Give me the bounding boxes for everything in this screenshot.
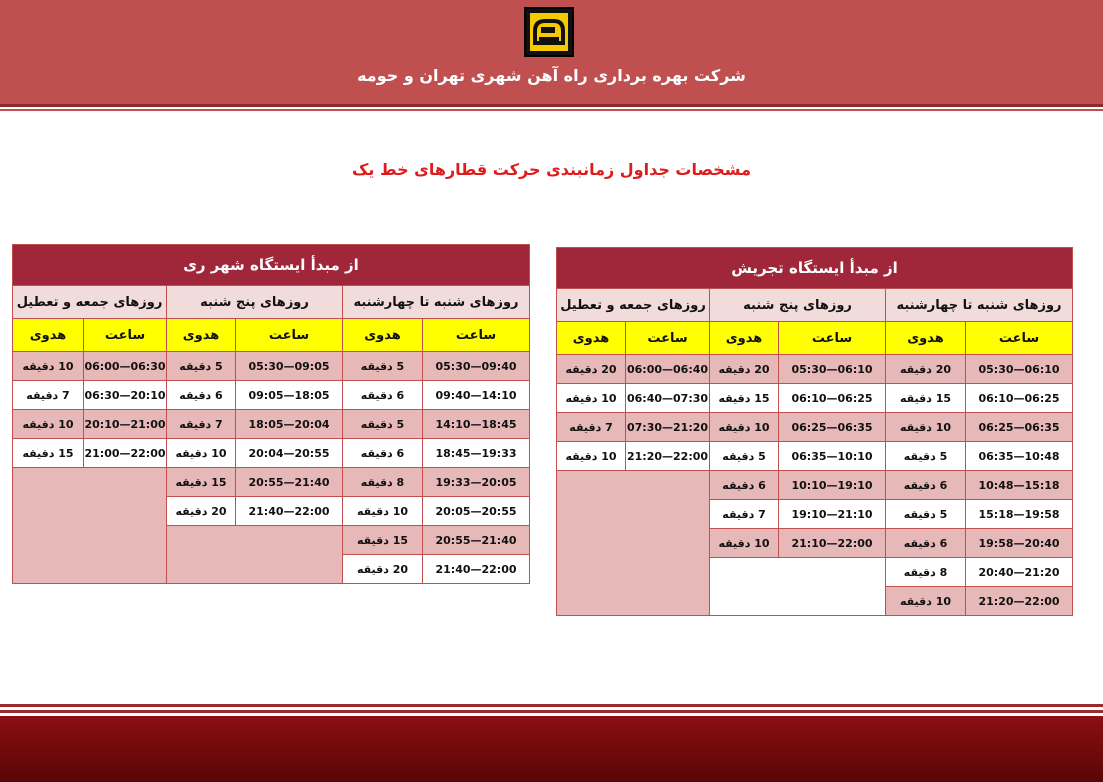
time-cell <box>423 555 530 584</box>
col-time: ساعت <box>966 322 1073 355</box>
headway-cell: 20 دقیقه <box>557 355 626 384</box>
time-cell <box>626 355 710 384</box>
col-headway: هدوی <box>343 319 423 352</box>
time-range: 19:58—20:40 <box>978 536 1060 550</box>
headway-cell: 6 دقیقه <box>343 381 423 410</box>
time-cell <box>423 352 530 381</box>
headway-cell: 15 دقیقه <box>710 384 779 413</box>
headway-cell: 15 دقیقه <box>13 439 84 468</box>
headway-cell: 8 دقیقه <box>886 558 966 587</box>
col-headway: هدوی <box>557 322 626 355</box>
headway-cell: 15 دقیقه <box>886 384 966 413</box>
time-cell <box>236 352 343 381</box>
time-cell <box>236 381 343 410</box>
time-cell <box>626 413 710 442</box>
col-time: ساعت <box>779 322 886 355</box>
time-range: 06:00—06:40 <box>627 362 709 376</box>
time-range: 06:30—20:10 <box>84 388 166 402</box>
time-cell <box>236 497 343 526</box>
time-cell <box>779 500 886 529</box>
headway-cell: 20 دقیقه <box>167 497 236 526</box>
time-range: 06:10—06:25 <box>978 391 1060 405</box>
origin-title: از مبدأ ایستگاه شهر ری <box>13 245 530 286</box>
footer-line <box>0 704 1103 707</box>
group-friday: روزهای جمعه و تعطیل <box>557 289 710 322</box>
time-cell <box>236 468 343 497</box>
time-cell <box>966 558 1073 587</box>
time-cell <box>236 410 343 439</box>
time-range: 19:33—20:05 <box>435 475 517 489</box>
col-time: ساعت <box>84 319 167 352</box>
table-row <box>13 381 530 410</box>
time-cell <box>779 471 886 500</box>
table-row <box>13 468 530 497</box>
col-headway: هدوی <box>167 319 236 352</box>
time-range: 05:30—06:10 <box>791 362 873 376</box>
time-range: 20:04—20:55 <box>248 446 330 460</box>
headway-cell: 5 دقیقه <box>886 442 966 471</box>
empty-cell <box>13 468 167 584</box>
headway-cell: 10 دقیقه <box>886 587 966 616</box>
headway-cell: 7 دقیقه <box>710 500 779 529</box>
time-cell <box>966 471 1073 500</box>
time-range: 15:18—19:58 <box>978 507 1060 521</box>
tajrish-schedule-table <box>556 247 1072 616</box>
time-range: 20:55—21:40 <box>248 475 330 489</box>
metro-logo-icon <box>524 7 574 57</box>
headway-cell: 7 دقیقه <box>167 410 236 439</box>
time-cell <box>779 442 886 471</box>
page-title: مشخصات جداول زمانبندی حرکت قطارهای خط یک <box>351 160 751 179</box>
headway-cell: 5 دقیقه <box>343 352 423 381</box>
empty-cell <box>557 471 710 616</box>
headway-cell: 10 دقیقه <box>557 384 626 413</box>
headway-cell: 5 دقیقه <box>167 352 236 381</box>
time-range: 10:10—19:10 <box>791 478 873 492</box>
time-range: 06:10—06:25 <box>791 391 873 405</box>
time-cell <box>966 355 1073 384</box>
time-cell <box>423 439 530 468</box>
headway-cell: 15 دقیقه <box>343 526 423 555</box>
col-time: ساعت <box>423 319 530 352</box>
group-weekday: روزهای شنبه تا چهارشنبه <box>343 286 530 319</box>
table-row <box>557 384 1073 413</box>
time-cell <box>84 381 167 410</box>
time-cell <box>423 468 530 497</box>
group-weekday: روزهای شنبه تا چهارشنبه <box>886 289 1073 322</box>
table-row <box>13 439 530 468</box>
time-range: 06:25—06:35 <box>978 420 1060 434</box>
table-row <box>557 471 1073 500</box>
footer-bar <box>0 716 1103 782</box>
group-thursday: روزهای پنج شنبه <box>710 289 886 322</box>
table-row <box>13 352 530 381</box>
table-row <box>557 355 1073 384</box>
table-row <box>13 410 530 439</box>
time-range: 20:40—21:20 <box>978 565 1060 579</box>
col-time: ساعت <box>626 322 710 355</box>
col-headway: هدوی <box>886 322 966 355</box>
empty-cell <box>167 526 343 584</box>
col-headway: هدوی <box>13 319 84 352</box>
shahr-rey-schedule-table <box>12 244 529 584</box>
time-cell <box>626 384 710 413</box>
empty-cell <box>710 558 886 616</box>
time-range: 21:10—22:00 <box>791 536 873 550</box>
header-divider-thin <box>0 109 1103 111</box>
time-range: 06:35—10:10 <box>791 449 873 463</box>
time-cell <box>966 500 1073 529</box>
headway-cell: 10 دقیقه <box>167 439 236 468</box>
table-row <box>557 413 1073 442</box>
time-range: 09:05—18:05 <box>248 388 330 402</box>
headway-cell: 6 دقیقه <box>167 381 236 410</box>
time-range: 20:10—21:00 <box>84 417 166 431</box>
headway-cell: 20 دقیقه <box>710 355 779 384</box>
headway-cell: 10 دقیقه <box>343 497 423 526</box>
time-cell <box>84 352 167 381</box>
time-range: 06:35—10:48 <box>978 449 1060 463</box>
time-range: 18:45—19:33 <box>435 446 517 460</box>
time-range: 19:10—21:10 <box>791 507 873 521</box>
time-range: 21:20—22:00 <box>978 594 1060 608</box>
time-range: 05:30—06:10 <box>978 362 1060 376</box>
time-range: 06:25—06:35 <box>791 420 873 434</box>
time-cell <box>779 384 886 413</box>
time-range: 05:30—09:40 <box>435 359 517 373</box>
headway-cell: 10 دقیقه <box>13 352 84 381</box>
headway-cell: 8 دقیقه <box>343 468 423 497</box>
time-range: 06:00—06:30 <box>84 359 166 373</box>
headway-cell: 7 دقیقه <box>13 381 84 410</box>
headway-cell: 6 دقیقه <box>886 529 966 558</box>
time-cell <box>423 381 530 410</box>
headway-cell: 6 دقیقه <box>343 439 423 468</box>
time-cell <box>779 413 886 442</box>
time-range: 14:10—18:45 <box>435 417 517 431</box>
time-range: 21:20—22:00 <box>627 449 709 463</box>
time-cell <box>84 439 167 468</box>
time-cell <box>966 587 1073 616</box>
time-range: 09:40—14:10 <box>435 388 517 402</box>
headway-cell: 10 دقیقه <box>886 413 966 442</box>
headway-cell: 10 دقیقه <box>13 410 84 439</box>
time-cell <box>423 497 530 526</box>
time-cell <box>966 529 1073 558</box>
headway-cell: 5 دقیقه <box>710 442 779 471</box>
headway-cell: 7 دقیقه <box>557 413 626 442</box>
headway-cell: 5 دقیقه <box>886 500 966 529</box>
headway-cell: 10 دقیقه <box>557 442 626 471</box>
time-cell <box>423 410 530 439</box>
time-range: 21:40—22:00 <box>435 562 517 576</box>
time-cell <box>966 413 1073 442</box>
time-range: 18:05—20:04 <box>248 417 330 431</box>
header-divider <box>0 104 1103 107</box>
time-range: 05:30—09:05 <box>248 359 330 373</box>
col-time: ساعت <box>236 319 343 352</box>
time-cell <box>236 439 343 468</box>
group-thursday: روزهای پنج شنبه <box>167 286 343 319</box>
time-cell <box>626 442 710 471</box>
headway-cell: 20 دقیقه <box>886 355 966 384</box>
col-headway: هدوی <box>710 322 779 355</box>
table-row <box>557 442 1073 471</box>
group-friday: روزهای جمعه و تعطیل <box>13 286 167 319</box>
time-cell <box>779 529 886 558</box>
time-cell <box>966 384 1073 413</box>
headway-cell: 15 دقیقه <box>167 468 236 497</box>
company-name: شرکت بهره برداری راه آهن شهری تهران و حومه <box>357 66 746 85</box>
time-cell <box>779 355 886 384</box>
headway-cell: 10 دقیقه <box>710 413 779 442</box>
footer-line <box>0 710 1103 713</box>
time-cell <box>966 442 1073 471</box>
time-range: 07:30—21:20 <box>627 420 709 434</box>
time-cell <box>423 526 530 555</box>
time-range: 21:00—22:00 <box>84 446 166 460</box>
headway-cell: 6 دقیقه <box>710 471 779 500</box>
time-range: 20:55—21:40 <box>435 533 517 547</box>
headway-cell: 20 دقیقه <box>343 555 423 584</box>
time-range: 20:05—20:55 <box>435 504 517 518</box>
time-range: 06:40—07:30 <box>627 391 709 405</box>
headway-cell: 10 دقیقه <box>710 529 779 558</box>
time-range: 21:40—22:00 <box>248 504 330 518</box>
time-range: 10:48—15:18 <box>978 478 1060 492</box>
time-cell <box>84 410 167 439</box>
headway-cell: 5 دقیقه <box>343 410 423 439</box>
headway-cell: 6 دقیقه <box>886 471 966 500</box>
origin-title: از مبدأ ایستگاه تجریش <box>557 248 1073 289</box>
